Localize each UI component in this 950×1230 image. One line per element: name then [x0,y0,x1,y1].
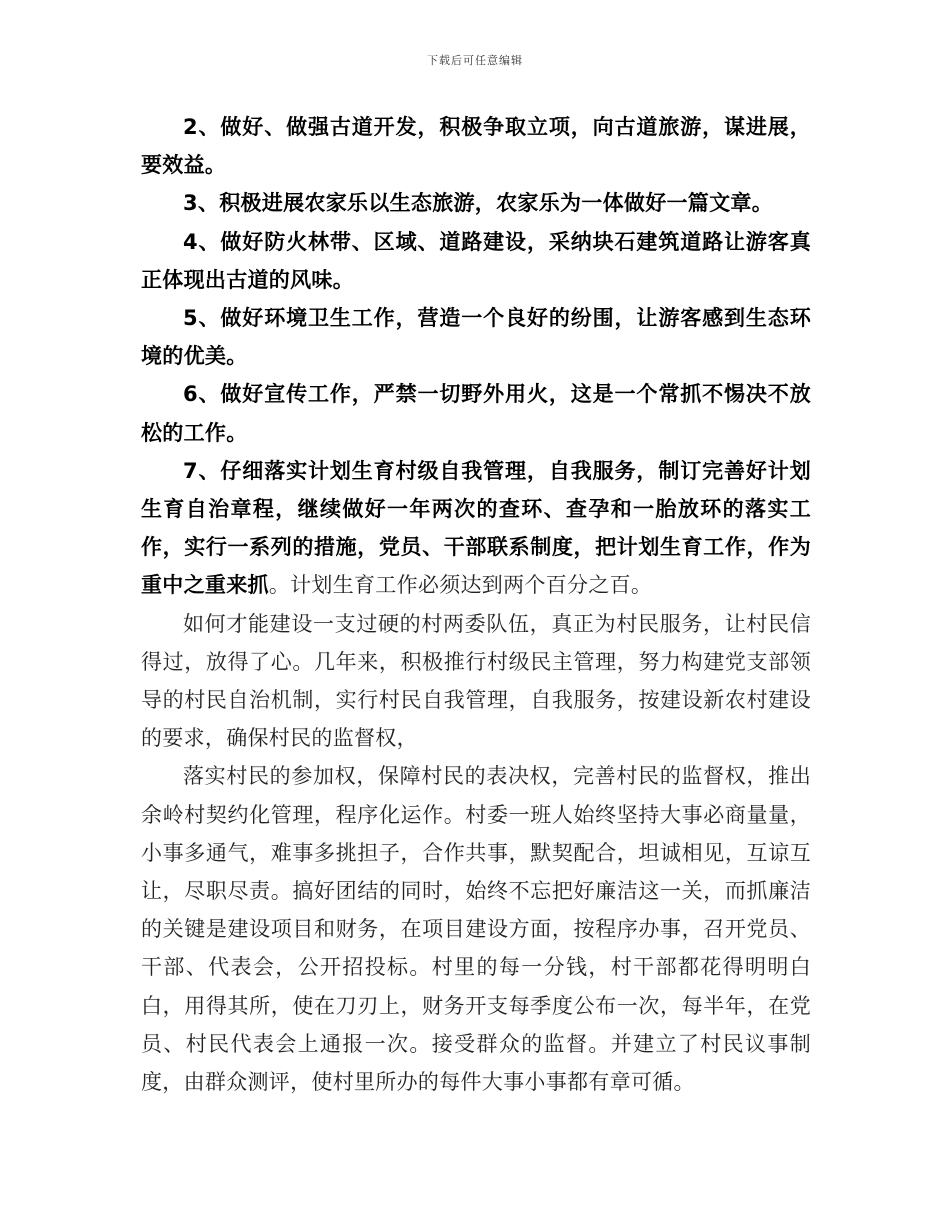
paragraph-item-3 [141,184,811,222]
document-body [141,108,811,1101]
page-header: 下载后可任意编辑 [427,54,523,67]
paragraph-item-2 [141,108,811,184]
paragraph-item-7 [141,452,811,605]
paragraph-bold-text: 5、做好环境卫生工作，营造一个良好的纷围，让游客感到生态环境的优美。 [141,306,811,369]
paragraph-normal-text: 如何才能建设一支过硬的村两委队伍，真正为村民服务，让村民信得过，放得了心。几年来，积极推行村级民主管理，努力构建党支部领导的村民自治机制，实行村民自我管理，自我服务，按建设新农村建设的要求，确保村民的监督权， [141,611,811,751]
paragraph-normal-text: 落实村民的参加权，保障村民的表决权，完善村民的监督权，推出余岭村契约化管理，程序化运作。村委一班人始终坚持大事必商量量，小事多通气，难事多挑担子，合作共事，默契配合，坦诚相见，互谅互让，尽职尽责。搞好团结的同时，始终不忘把好廉洁这一关，而抓廉洁的关键是建设项目和财务，在项目建设方面，按程序办事，召开党员、干部、代表会，公开招投标。村里的每一分钱，村干部都花得明明白白，用得其所，使在刀刃上，财务开支每季度公布一次，每半年，在党员、村民代表会上通报一次。接受群众的监督。并建立了村民议事制度，由群众测评，使村里所办的每件大事小事都有章可循。 [141,764,811,1095]
paragraph-item-4 [141,223,811,299]
paragraph-item-6 [141,375,811,451]
paragraph-villager-rights [141,757,811,1101]
paragraph-bold-text: 3、积极进展农家乐以生态旅游，农家乐为一体做好一篇文章。 [183,191,774,216]
paragraph-bold-text: 6、做好宣传工作，严禁一切野外用火，这是一个常抓不惕决不放松的工作。 [141,382,811,445]
paragraph-item-5 [141,299,811,375]
paragraph-normal-text: 。计划生育工作必须达到两个百分之百。 [268,573,653,598]
paragraph-bold-text: 7、仔细落实计划生育村级自我管理，自我服务，制订完善好计划生育自治章程，继续做好一年两次的查环、查孕和一胎放环的落实工作，实行一系列的措施，党员、干部联系制度，把计划生育工作，作为重中之重来抓 [141,458,811,598]
paragraph-village-committee [141,605,811,758]
paragraph-bold-text: 4、做好防火林带、区域、道路建设，采纳块石建筑道路让游客真正体现出古道的风味。 [141,229,811,292]
paragraph-bold-text: 2、做好、做强古道开发，积极争取立项，向古道旅游，谋进展，要效益。 [141,115,811,178]
